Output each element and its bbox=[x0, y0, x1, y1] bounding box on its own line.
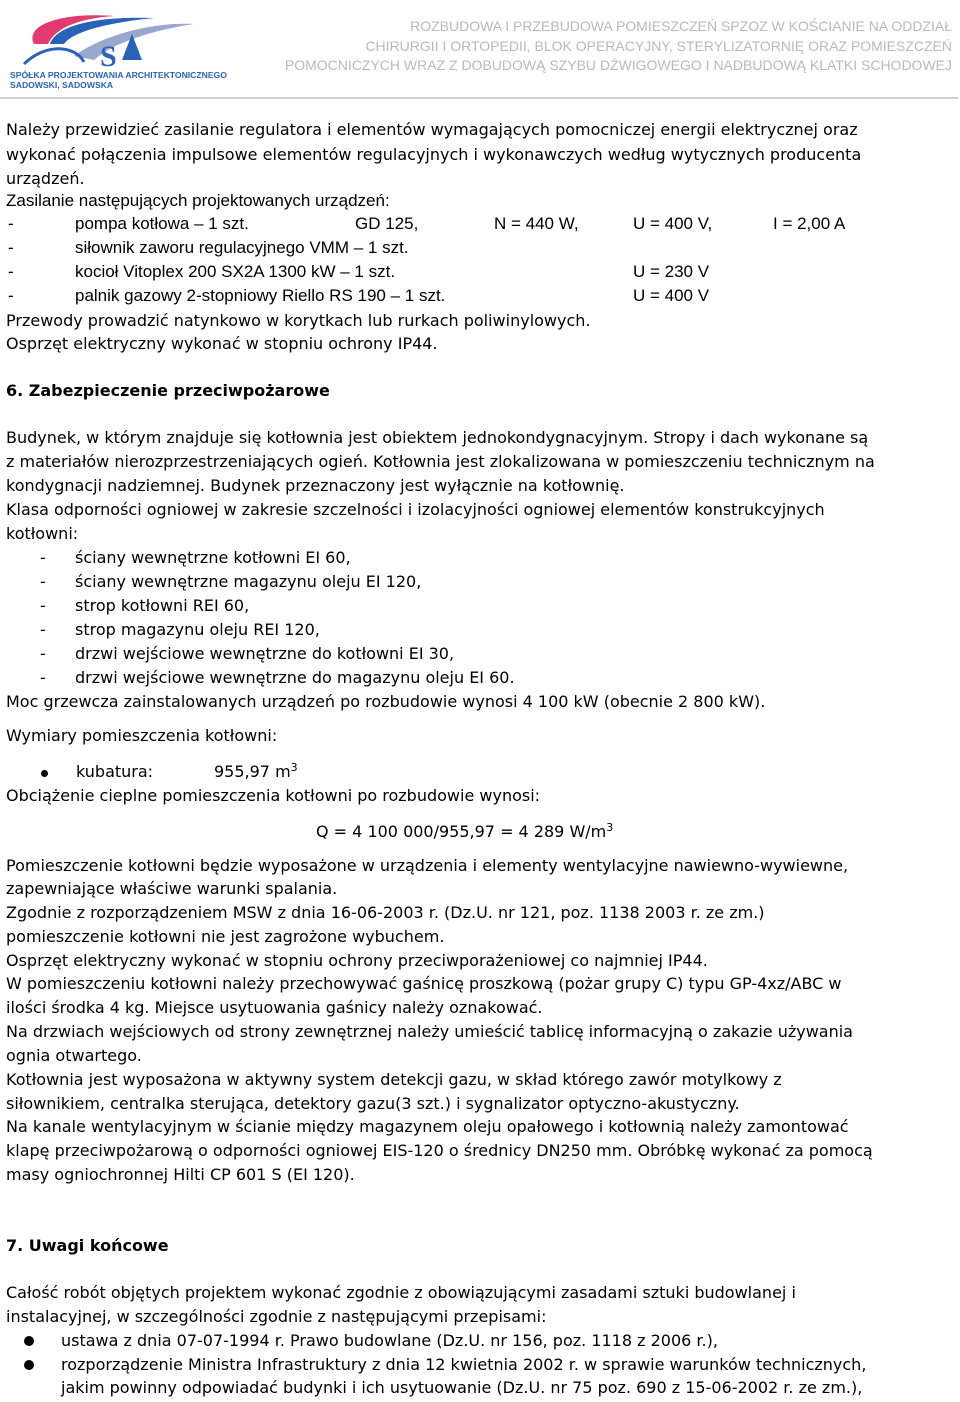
paragraph-line: pomieszczenie kotłowni nie jest zagrożone wybuchem. bbox=[6, 927, 445, 946]
list-item: rozporządzenie Ministra Infrastruktury z dnia 12 kwietnia 2002 r. w sprawie warunków technicznych, bbox=[61, 1355, 867, 1374]
paragraph-line: ognia otwartego. bbox=[6, 1046, 142, 1065]
paragraph-line: Kotłownia jest wyposażona w aktywny system detekcji gazu, w skład którego zawór motylkowy z bbox=[6, 1070, 782, 1089]
company-logo bbox=[4, 4, 227, 90]
paragraph-line: Na drzwiach wejściowych od strony zewnętrznej należy umieścić tablicę informacyjną o zakazie używania bbox=[6, 1022, 853, 1041]
device-model: GD 125, bbox=[355, 214, 419, 233]
logo-line-2: SADOWSKI, SADOWSKA bbox=[10, 80, 114, 90]
header-divider bbox=[0, 97, 958, 99]
device-voltage: U = 230 V bbox=[633, 262, 710, 281]
paragraph-line: Klasa odporności ogniowej w zakresie szczelności i izolacyjności ogniowej elementów konstrukcyjnych bbox=[6, 500, 825, 519]
device-power: N = 440 W, bbox=[494, 214, 579, 233]
device-name: siłownik zaworu regulacyjnego VMM – 1 szt. bbox=[75, 238, 409, 257]
list-item: ściany wewnętrzne kotłowni EI 60, bbox=[75, 548, 351, 567]
paragraph-line: Należy przewidzieć zasilanie regulatora i elementów wymagających pomocniczej energii elektrycznej oraz bbox=[6, 120, 858, 139]
list-item: jakim powinny odpowiadać budynki i ich usytuowanie (Dz.U. nr 75 poz. 690 z 15-06-2002 r. ze zm.), bbox=[61, 1378, 863, 1397]
bullet-icon bbox=[24, 1336, 34, 1346]
paragraph-line: kondygnacji nadziemnej. Budynek przeznaczony jest wyłącznie na kotłownię. bbox=[6, 476, 625, 495]
devices-intro: Zasilanie następujących projektowanych urządzeń: bbox=[6, 191, 390, 210]
paragraph-line: Przewody prowadzić natynkowo w korytkach lub rurkach poliwinylowych. bbox=[6, 311, 591, 330]
paragraph-line: kotłowni: bbox=[6, 524, 79, 543]
list-dash: - bbox=[40, 620, 46, 639]
paragraph-line: masy ogniochronnej Hilti CP 601 S (EI 120). bbox=[6, 1165, 355, 1184]
logo-line-1: SPÓŁKA PROJEKTOWANIA ARCHITEKTONICZNEGO bbox=[10, 70, 227, 80]
bullet-icon bbox=[24, 1360, 34, 1370]
section-heading: 7. Uwagi końcowe bbox=[6, 1236, 169, 1255]
section-heading: 6. Zabezpieczenie przeciwpożarowe bbox=[6, 381, 330, 400]
list-dash: - bbox=[40, 668, 46, 687]
list-item: ściany wewnętrzne magazynu oleju EI 120, bbox=[75, 572, 422, 591]
device-current: I = 2,00 A bbox=[773, 214, 846, 233]
paragraph-line: siłownikiem, centralka sterująca, detektory gazu(3 szt.) i sygnalizator optyczno-akustyczny. bbox=[6, 1094, 740, 1113]
list-dash: - bbox=[8, 214, 14, 233]
paragraph-line: urządzeń. bbox=[6, 169, 85, 188]
paragraph-line: zapewniające właściwe warunki spalania. bbox=[6, 879, 338, 898]
paragraph-line: klapę przeciwpożarową o odporności ogniowej EIS-120 o średnicy DN250 mm. Obróbkę wykonać za pomocą bbox=[6, 1141, 873, 1160]
list-dash: - bbox=[40, 548, 46, 567]
header-line-3: POMOCNICZYCH WRAZ Z DOBUDOWĄ SZYBU DŹWIGOWEGO I NADBUDOWĄ KLATKI SCHODOWEJ bbox=[284, 57, 952, 73]
list-dash: - bbox=[40, 596, 46, 615]
header-line-2: CHIRURGII I ORTOPEDII, BLOK OPERACYJNY, STERYLIZATORNIĘ ORAZ POMIESZCZEŃ bbox=[365, 38, 952, 54]
list-dash: - bbox=[8, 238, 14, 257]
paragraph-line: Pomieszczenie kotłowni będzie wyposażone w urządzenia i elementy wentylacyjne nawiewno-wywiewne, bbox=[6, 856, 849, 875]
paragraph-line: Moc grzewcza zainstalowanych urządzeń po rozbudowie wynosi 4 100 kW (obecnie 2 800 kW). bbox=[6, 692, 766, 711]
header-line-1: ROZBUDOWA I PRZEBUDOWA POMIESZCZEŃ SPZOZ W KOŚCIANIE NA ODDZIAŁ bbox=[410, 18, 952, 34]
paragraph-line: Osprzęt elektryczny wykonać w stopniu ochrony IP44. bbox=[6, 334, 438, 353]
paragraph-line: ilości środka 4 kg. Miejsce usytuowania gaśnicy należy oznakować. bbox=[6, 998, 543, 1017]
paragraph-line: Osprzęt elektryczny wykonać w stopniu ochrony przeciwporażeniowej co najmniej IP44. bbox=[6, 951, 708, 970]
paragraph-line: z materiałów nierozprzestrzeniających ogień. Kotłownia jest zlokalizowana w pomieszczeniu technicznym na bbox=[6, 452, 875, 471]
paragraph-line: Zgodnie z rozporządzeniem MSW z dnia 16-06-2003 r. (Dz.U. nr 121, poz. 1138 2003 r. ze zm.) bbox=[6, 903, 765, 922]
device-name: pompa kotłowa – 1 szt. bbox=[75, 214, 249, 233]
paragraph-line: Budynek, w którym znajduje się kotłownia jest obiektem jednokondygnacyjnym. Stropy i dach wykonane są bbox=[6, 428, 869, 447]
list-item: drzwi wejściowe wewnętrzne do magazynu oleju EI 60. bbox=[75, 668, 515, 687]
paragraph-line: Wymiary pomieszczenia kotłowni: bbox=[6, 726, 278, 745]
list-item: ustawa z dnia 07-07-1994 r. Prawo budowlane (Dz.U. nr 156, poz. 1118 z 2006 r.), bbox=[61, 1331, 718, 1350]
list-item: drzwi wejściowe wewnętrzne do kotłowni EI 30, bbox=[75, 644, 455, 663]
device-name: palnik gazowy 2-stopniowy Riello RS 190 – 1 szt. bbox=[75, 286, 446, 305]
volume-value: 955,97 $m^3$ bbox=[214, 761, 298, 781]
bullet-icon bbox=[41, 770, 48, 777]
paragraph-line: W pomieszczeniu kotłowni należy przechowywać gaśnicę proszkową (pożar grupy C) typu GP-4xz/ABC w bbox=[6, 974, 842, 993]
paragraph-line: Obciążenie cieplne pomieszczenia kotłowni po rozbudowie wynosi: bbox=[6, 786, 541, 805]
device-voltage: U = 400 V, bbox=[633, 214, 713, 233]
list-item: strop kotłowni REI 60, bbox=[75, 596, 250, 615]
list-item: strop magazynu oleju REI 120, bbox=[75, 620, 320, 639]
paragraph-line: Na kanale wentylacyjnym w ścianie między magazynem oleju opałowego i kotłownią należy zamontować bbox=[6, 1117, 849, 1136]
list-dash: - bbox=[40, 572, 46, 591]
volume-label: kubatura: bbox=[76, 762, 154, 781]
paragraph-line: wykonać połączenia impulsowe elementów regulacyjnych i wykonawczych według wytycznych producenta bbox=[6, 145, 862, 164]
device-voltage: U = 400 V bbox=[633, 286, 710, 305]
paragraph-line: Całość robót objętych projektem wykonać zgodnie z obowiązującymi zasadami sztuki budowlanej i bbox=[6, 1283, 796, 1302]
formula: Q = 4 100 000/955,97 = 4 289 $W/m^3$ bbox=[316, 821, 614, 841]
list-dash: - bbox=[8, 286, 14, 305]
list-dash: - bbox=[40, 644, 46, 663]
list-dash: - bbox=[8, 262, 14, 281]
logo-monogram: S bbox=[100, 40, 117, 73]
paragraph-line: instalacyjnej, w szczególności zgodnie z następującymi przepisami: bbox=[6, 1307, 547, 1326]
device-name: kocioł Vitoplex 200 SX2A 1300 kW – 1 szt. bbox=[75, 262, 396, 281]
